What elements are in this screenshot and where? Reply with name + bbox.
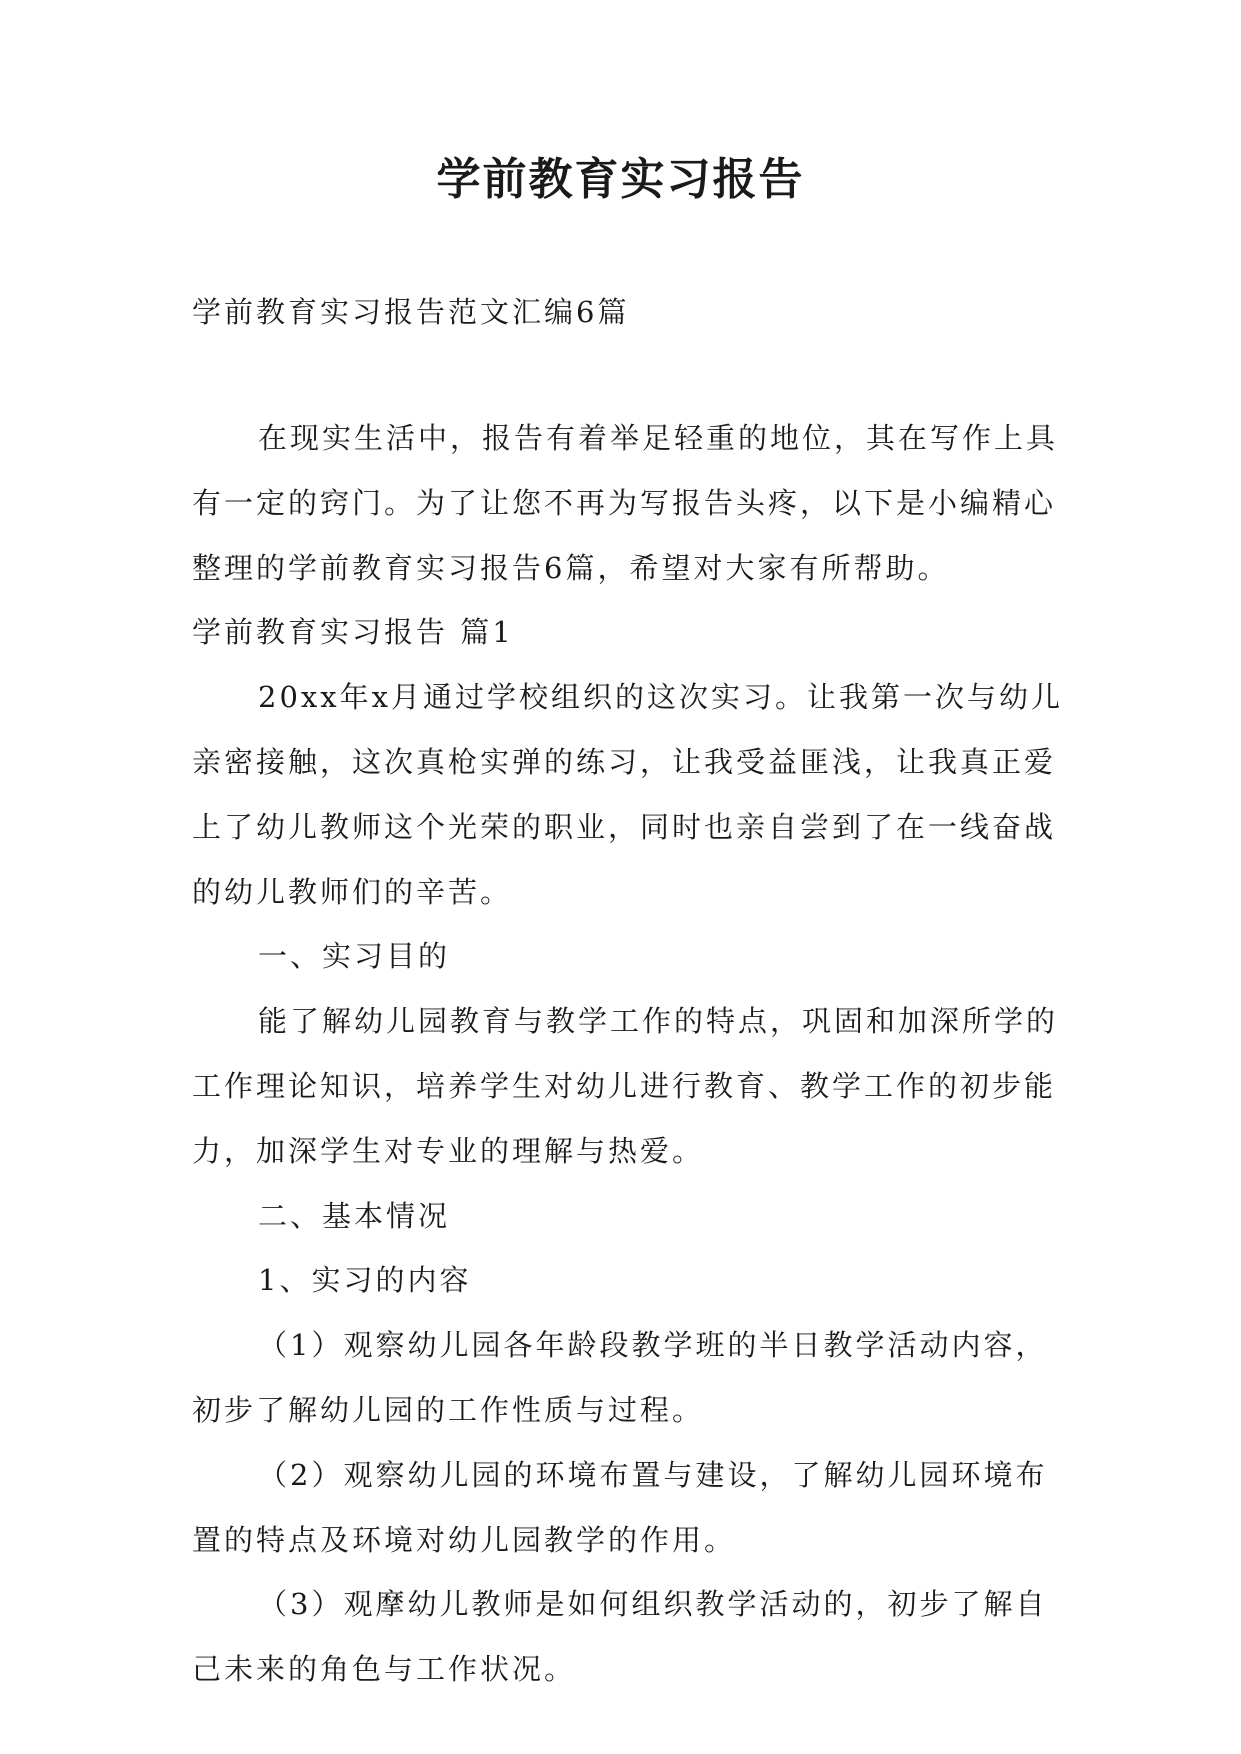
document-title: 学前教育实习报告 — [436, 154, 805, 205]
list-item: （1）观察幼儿园各年龄段教学班的半日教学活动内容，初步了解幼儿园的工作性质与过程。 — [192, 1328, 1048, 1427]
body-paragraph: 能了解幼儿园教育与教学工作的特点，巩固和加深所学的工作理论知识，培养学生对幼儿进行教育、教学工作的初步能力，加深学生对专业的理解与热爱。 — [192, 1004, 1059, 1168]
list-item: （3）观摩幼儿教师是如何组织教学活动的，初步了解自己未来的角色与工作状况。 — [192, 1587, 1048, 1687]
document-subtitle: 学前教育实习报告范文汇编6篇 — [192, 295, 630, 329]
body-paragraph: 20xx年x月通过学校组织的这次实习。让我第一次与幼儿亲密接触，这次真枪实弹的练习，让我受益匪浅，让我真正爱上了幼儿教师这个光荣的职业，同时也亲自尝到了在一线奋战的幼儿教师们的辛苦。 — [192, 680, 1063, 909]
sub-heading: 1、实习的内容 — [258, 1263, 472, 1298]
document-body — [192, 406, 1072, 1702]
intro-paragraph: 在现实生活中，报告有着举足轻重的地位，其在写作上具有一定的窍门。为了让您不再为写报告头疼，以下是小编精心整理的学前教育实习报告6篇，希望对大家有所帮助。 — [192, 421, 1059, 585]
list-item: （2）观察幼儿园的环境布置与建设，了解幼儿园环境布置的特点及环境对幼儿园教学的作用。 — [192, 1457, 1048, 1557]
section-heading: 学前教育实习报告 篇1 — [192, 615, 514, 650]
sub-heading: 二、基本情况 — [258, 1198, 451, 1233]
sub-heading: 一、实习目的 — [258, 939, 451, 974]
